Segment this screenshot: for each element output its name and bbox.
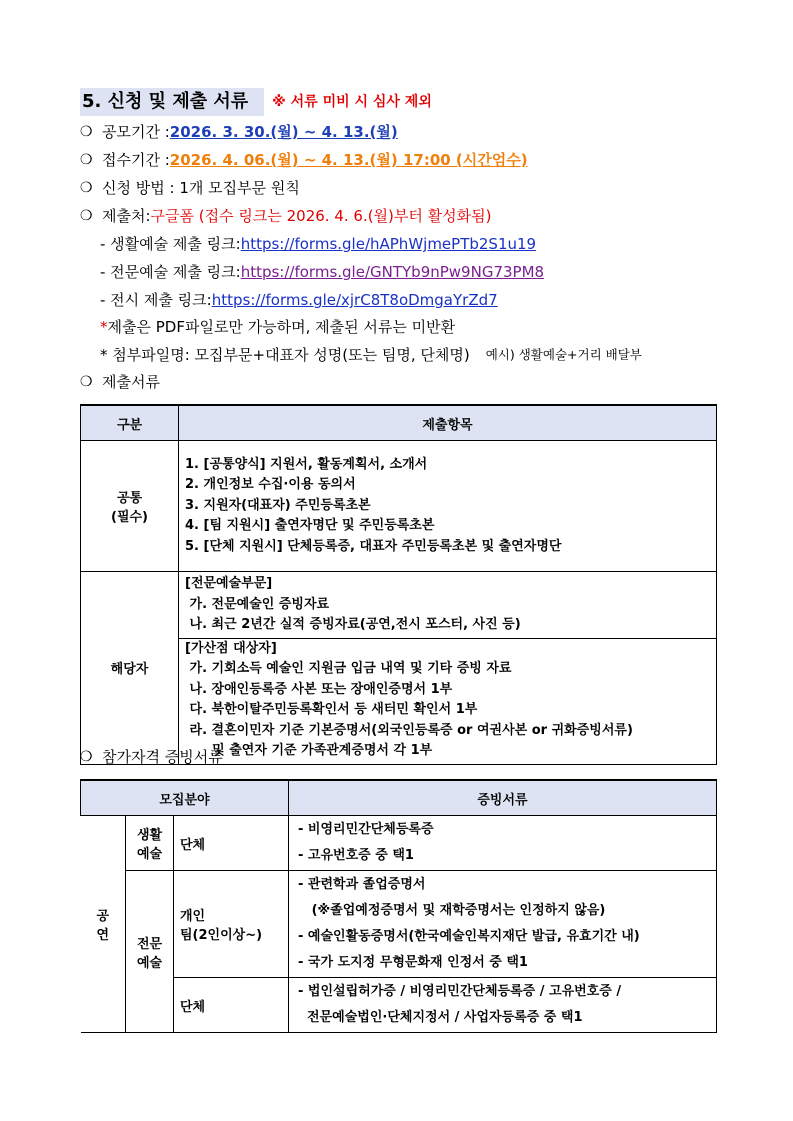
section-header [80, 88, 432, 116]
life-art-cell [126, 816, 174, 871]
list-item: 1. [공통양식] 지원서, 활동계획서, 소개서 [185, 456, 428, 472]
link-pro-line [100, 261, 544, 283]
individual-label: 개인 [180, 909, 206, 924]
submit-line [80, 205, 491, 227]
filename-example: 예시) 생활예술+거리 배달부 [485, 347, 642, 362]
performance-cell [81, 816, 126, 1033]
bullet-icon: ❍ [80, 749, 93, 765]
receipt-label: 접수기간 : [102, 151, 170, 169]
pro-art-cell [126, 871, 174, 1033]
individual-docs-cell [289, 871, 717, 978]
filename-note-line [100, 344, 642, 366]
period-label: 공모기간 : [102, 123, 170, 141]
section-title: 5. 신청 및 제출 서류 [80, 88, 264, 116]
applicable-label: 해당자 [81, 572, 179, 765]
bullet-icon: ❍ [80, 152, 93, 168]
bullet-icon: ❍ [80, 374, 93, 390]
group-type: 단체 [174, 978, 289, 1033]
pro-art-label-2: 예술 [136, 955, 163, 971]
docs-heading-line [80, 371, 160, 393]
link-life-label: - 생활예술 제출 링크: [100, 235, 241, 253]
list-item: - 예술인활동증명서(한국예술인복지재단 발급, 유효기간 내) [298, 929, 640, 944]
life-type: 단체 [174, 816, 289, 871]
submit-value: 구글폼 (접수 링크는 2026. 4. 6.(월)부터 활성화됨) [150, 207, 492, 225]
section-warning-note: ※ 서류 미비 시 심사 제외 [272, 94, 432, 110]
receipt-line [80, 149, 528, 171]
table-header-row [81, 780, 717, 816]
method-text: 신청 방법 : 1개 모집부문 원칙 [102, 179, 300, 197]
header-category: 구분 [81, 405, 179, 441]
link-exhibit-line [100, 289, 498, 311]
list-item: 가. 전문예술인 증빙자료 [185, 596, 330, 612]
bullet-icon: ❍ [80, 208, 93, 224]
list-item: 나. 최근 2년간 실적 증빙자료(공연,전시 포스터, 사진 등) [185, 617, 521, 632]
list-item: - 국가 도지정 무형문화재 인정서 중 택1 [298, 955, 528, 970]
link-pro-url[interactable]: https://forms.gle/GNTYb9nPw9NG73PM8 [240, 263, 545, 281]
header-proof: 증빙서류 [289, 780, 717, 816]
link-exhibit-url[interactable]: https://forms.gle/xjrC8T8oDmgaYrZd7 [211, 291, 498, 309]
link-life-url[interactable]: https://forms.gle/hAPhWjmePTb2S1u19 [240, 235, 537, 253]
pro-heading: [전문예술부문] [185, 576, 273, 591]
list-item: - 관련학과 졸업증명서 [298, 877, 426, 892]
docs-heading: 제출서류 [102, 373, 160, 391]
period-value: 2026. 3. 30.(월) ~ 4. 13.(월) [169, 123, 398, 141]
bullet-icon: ❍ [80, 180, 93, 196]
list-item: - 비영리민간단체등록증 [298, 822, 434, 837]
list-item: 다. 북한이탈주민등록확인서 등 새터민 확인서 1부 [185, 702, 478, 717]
list-item: 라. 결혼이민자 기준 기본증명서(외국인등록증 or 여권사본 or 귀화증빙서류) [185, 722, 633, 738]
bonus-heading: [가산점 대상자] [185, 640, 277, 656]
list-item: (※졸업예정증명서 및 재학증명서는 인정하지 않음) [298, 903, 606, 918]
link-life-line [100, 233, 536, 255]
method-line [80, 177, 300, 199]
list-item: 전문예술법인·단체지정서 / 사업자등록증 중 택1 [298, 1010, 583, 1025]
table-row [81, 441, 717, 572]
submit-label: 제출처: [102, 207, 151, 225]
proof-documents-table [80, 779, 717, 1033]
applicable-items-cell [179, 572, 717, 765]
table-row [81, 978, 717, 1033]
individual-cell [174, 871, 289, 978]
receipt-value: 2026. 4. 06.(월) ~ 4. 13.(월) 17:00 (시간엄수) [169, 151, 528, 169]
pro-art-label-1: 전문 [136, 936, 163, 952]
period-line [80, 121, 398, 143]
list-item: 2. 개인정보 수집·이용 동의서 [185, 477, 356, 493]
common-label: 공통 [116, 491, 143, 506]
list-item: 4. [팀 지원시] 출연자명단 및 주민등록초본 [185, 518, 435, 534]
table-row [81, 572, 717, 765]
bullet-icon: ❍ [80, 124, 93, 140]
pdf-note-text: 제출은 PDF파일로만 가능하며, 제출된 서류는 미반환 [107, 318, 456, 336]
proof-heading: 참가자격 증빙서류 [102, 748, 223, 766]
list-item: 5. [단체 지원시] 단체등록증, 대표자 주민등록초본 및 출연자명단 [185, 538, 562, 554]
list-item: 가. 기회소득 예술인 지원금 입금 내역 및 기타 증빙 자료 [185, 661, 512, 676]
common-items-cell [179, 441, 717, 572]
pdf-note-star: * [100, 318, 108, 336]
list-item: 나. 장애인등록증 사본 또는 장애인증명서 1부 [185, 681, 453, 697]
performance-label-2: 연 [96, 928, 110, 943]
list-item: 3. 지원자(대표자) 주민등록초본 [185, 497, 371, 513]
group-docs-cell [289, 978, 717, 1033]
submission-documents-table [80, 404, 717, 765]
team-label: 팀(2인이상~) [180, 928, 263, 943]
header-field: 모집분야 [81, 780, 289, 816]
common-label-cell [81, 441, 179, 572]
life-art-label-2: 예술 [136, 847, 163, 862]
filename-note-text: * 첨부파일명: 모집부문+대표자 성명(또는 팀명, 단체명) [100, 346, 470, 364]
table-header-row [81, 405, 717, 441]
pdf-note-line [100, 316, 455, 338]
link-pro-label: - 전문예술 제출 링크: [100, 263, 241, 281]
list-item: - 법인설립허가증 / 비영리민간단체등록증 / 고유번호증 / [298, 984, 622, 999]
header-items: 제출항목 [179, 405, 717, 441]
performance-label-1: 공 [96, 909, 110, 924]
common-required-label: (필수) [111, 510, 148, 525]
table-row [81, 871, 717, 978]
table-row [81, 816, 717, 871]
proof-heading-line [80, 746, 223, 768]
link-exhibit-label: - 전시 제출 링크: [100, 291, 212, 309]
list-item: 및 출연자 기준 가족관계증명서 각 1부 [185, 743, 433, 758]
life-docs-cell [289, 816, 717, 871]
life-art-label-1: 생활 [136, 828, 163, 843]
list-item: - 고유번호증 중 택1 [298, 848, 414, 863]
